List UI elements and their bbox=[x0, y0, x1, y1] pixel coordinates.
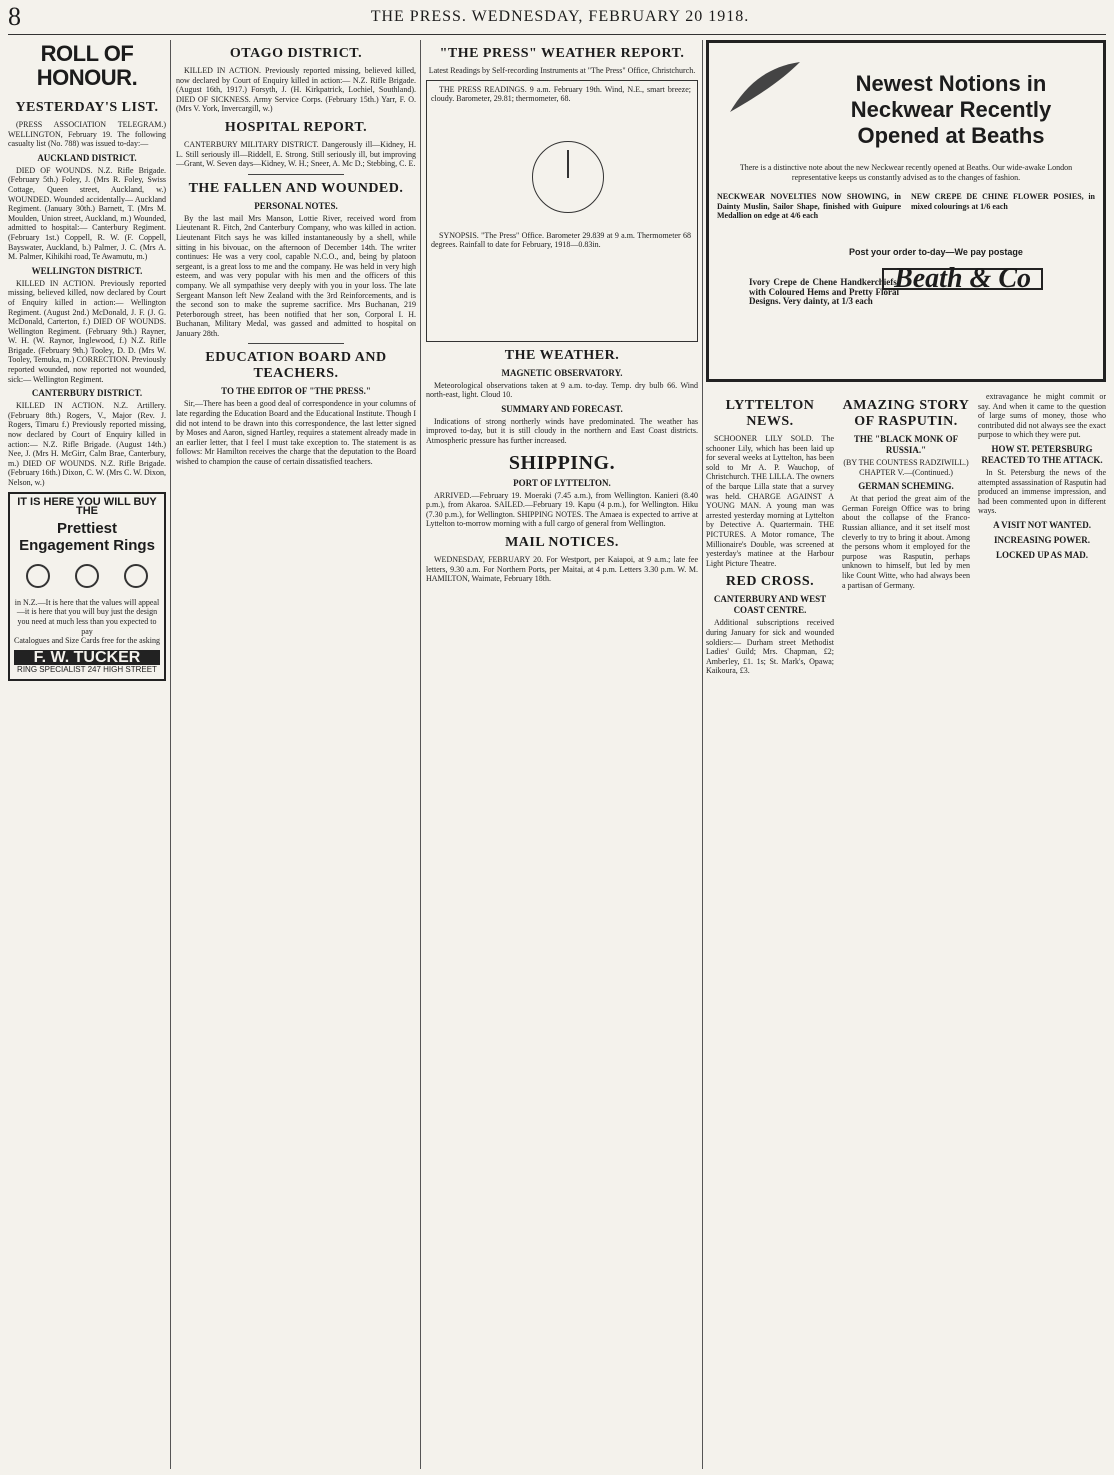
beaths-neckwear-ad bbox=[706, 40, 1106, 382]
district-text: KILLED IN ACTION. N.Z. Artillery. (February 8th.) Rogers, V., Major (Rev. J. Rogers, Timaru f.) Previously reported missing, now declared by Court of Enquiry killed in action:— N.Z. Rifle Brigade. (August 14th.) Nee, J. (Mrs H. McGirr, Calm Brae, Canterbury, m.) DIED OF WOUNDS. N.Z. Rifle Brigade. (February 16th.) Dixon, C. W. (Mrs C. W. Dixon, Nelson, w.) bbox=[8, 401, 166, 487]
shipping-text: ARRIVED.—February 19. Moeraki (7.45 a.m.), from Wellington. Kanieri (8.40 p.m.), from Akaroa. SAILED.—February 19. Kapu (4 p.m.), for Wellington. Hiku (7.30 p.m.), for Wellington. SHIPPING NOTES. The Amaea is expected to arrive at Lyttelton to-morrow morning with a full cargo of general from Wellington. bbox=[426, 490, 698, 529]
redcross-subheading: CANTERBURY AND WEST COAST CENTRE. bbox=[713, 594, 827, 616]
header-rule bbox=[8, 34, 1106, 35]
otago-text: KILLED IN ACTION. Previously reported missing, believed killed, now declared by Court of Enquiry killed in action:— N.Z. Rifle Brigade. (August 16th, 1917.) Forsyth, J. (H. Kirkpatrick, Lochiel, Southland). DIED OF SICKNESS. Army Service Corps. (February 15th.) Yarr, F. O. (Mrs V. York, Invercargill, w.) bbox=[176, 66, 416, 114]
weather-readings: THE PRESS READINGS. 9 a.m. February 19th. Wind, N.E., smart breeze; cloudy. Barometer, 29.81; thermometer, 68. bbox=[431, 84, 691, 104]
list-title: YESTERDAY'S LIST. bbox=[15, 100, 159, 115]
shipping-heading: SHIPPING. bbox=[508, 451, 616, 474]
roll-of-honour-title: ROLL OF HONOUR. bbox=[36, 41, 138, 90]
ad-body: in N.Z.—It is here that the values will appeal—it is here that you will buy just the design you need at much less than you expected to pay bbox=[14, 597, 160, 636]
ad-firm: F. W. TUCKER bbox=[14, 650, 160, 666]
lyttelton-text: SCHOONER LILY SOLD. The schooner Lily, which has been laid up for several weeks at Lyttelton, has been sold to Mr A. P. Wauchop, of Christchurch. THE LILLA. The owners of the barque Lilla state that a survey was held. CHARGE AGAINST A YOUNG MAN. A young man was arrested yesterday morning at Lyttelton by Detective A. Quartermain. THE PICTURES. A Motor romance, The Millionaire's Double, was screened at yesterday's matinee at the Harbour Light Picture Theatre. bbox=[706, 434, 834, 568]
rasputin-heading: AMAZING STORY OF RASPUTIN. bbox=[842, 398, 970, 429]
forecast-text: Indications of strong northerly winds have predominated. The weather has improved to-day, but it is still cloudy in the northern and East Coast districts. Atmospheric pressure has further increased. bbox=[426, 416, 698, 445]
education-heading: EDUCATION BOARD AND TEACHERS. bbox=[205, 350, 387, 382]
list-intro: (PRESS ASSOCIATION TELEGRAM.) WELLINGTON, February 19. The following casualty list (No. 788) was issued to-day:— bbox=[8, 120, 166, 149]
mail-text: WEDNESDAY, FEBRUARY 20. For Westport, per Kaiapoi, at 9 a.m.; late fee letters, 9.30 a.m. For Northern Ports, per Maitai, at 4 p.m. Letters 3.30 p.m. W. M. HAMILTON, Waimate, February 18th. bbox=[426, 554, 698, 584]
ad-item: NEW CREPE DE CHINE FLOWER POSIES, in mixed colourings at 1/6 each bbox=[911, 192, 1095, 211]
fallen-heading: THE FALLEN AND WOUNDED. bbox=[188, 180, 404, 196]
ring-icon bbox=[26, 564, 50, 588]
ad-items bbox=[717, 192, 1095, 221]
hospital-heading: HOSPITAL REPORT. bbox=[224, 119, 368, 135]
district-heading: WELLINGTON DISTRICT. bbox=[31, 265, 143, 276]
column-roll-of-honour bbox=[8, 40, 166, 1465]
met-heading: THE WEATHER. bbox=[504, 347, 620, 363]
district-heading: CANTERBURY DISTRICT. bbox=[31, 388, 143, 399]
rasputin-section: GERMAN SCHEMING. bbox=[858, 481, 954, 492]
district-text: DIED OF WOUNDS. N.Z. Rifle Brigade. (February 5th.) Foley, J. (Mrs R. Foley, Swiss Cottage, Queen street, Auckland, w.) WOUNDED. Wounded accidentally— Auckland Regiment. (January 30th.) Barnett, T. (Mrs M. Moulden, Union street, Auckland, m.) Wounded, admitted to hospital:— Canterbury Regiment. (February 1st.) Coppell, R. W. (F. Coppell, Bayswater, Auckland, b.) Palmer, J. C. (Mrs A. M. Palmer, Kihikihi road, Te Awamutu, m.) bbox=[8, 165, 166, 262]
forecast-heading: SUMMARY AND FORECAST. bbox=[501, 403, 623, 414]
column-beaths-lyttelton-rasputin bbox=[706, 40, 1106, 1465]
ad-crepe: Ivory Crepe de Chene Handkerchiefs, with Coloured Hems and Pretty Floral Designs. Very dainty, at 1/3 each bbox=[749, 277, 899, 307]
ad-line-2: Prettiest Engagement Rings bbox=[19, 519, 155, 554]
weather-synopsis: SYNOPSIS. "The Press" Office. Barometer 29.839 at 9 a.m. Thermometer 68 degrees. Rainfall to date for February, 1918—0.83in. bbox=[431, 230, 691, 250]
otago-heading: OTAGO DISTRICT. bbox=[229, 46, 363, 61]
column-divider bbox=[702, 40, 703, 1469]
rasputin-text: At that period the great aim of the German Foreign Office was to bring about the collapse of the Franco-Russian alliance, and it set itself most cleverly to try to bring it about. Among the persons whom it employed for the purpose was Rasputin, perhaps unknown to himself, but led by men like Count Witte, who had always been a partisan of Germany. bbox=[842, 494, 970, 590]
page-number: 8 bbox=[8, 2, 21, 31]
hospital-text: CANTERBURY MILITARY DISTRICT. Dangerously ill—Kidney, H. L. Still seriously ill—Riddell, E. Strong. Still seriously ill, but improving—Grant, W. Seven days—Kidney, W. H.; Sneer, A. Mc D.; Stebbing, C. E. bbox=[176, 139, 416, 169]
rasputin-column bbox=[842, 392, 970, 679]
beath-logo: Beath & Co bbox=[882, 268, 1043, 290]
met-subheading: MAGNETIC OBSERVATORY. bbox=[501, 367, 623, 378]
rasputin-byline: (BY THE COUNTESS RADZIWILL.) bbox=[843, 458, 969, 467]
ring-icon bbox=[75, 564, 99, 588]
met-text: Meteorological observations taken at 9 a.m. to-day. Temp. dry bulb 66. Wind north-east, light. Cloud 10. bbox=[426, 380, 698, 400]
ad-order: Post your order to-day—We pay postage bbox=[849, 247, 1023, 257]
weather-chart bbox=[426, 80, 698, 342]
shipping-subheading: PORT OF LYTTELTON. bbox=[513, 477, 611, 488]
fallen-text: By the last mail Mrs Manson, Lottie River, received word from Lieutenant R. Fitch, 2nd Canterbury Company, who was killed in action. Lieutenant Fitch says he was killed instantaneously by a shell, while sitting in his bivouac, on the afternoon of December 14th. The writer continues: He was a very cool, capable N.C.O., and, being by platoon sergeant, is a great loss to me and the company. He was held in very high esteem, and was very popular with his men and the officers of this company. We all sympathise very deeply with you in your loss. The late Sergeant Manson left New Zealand with the 3rd Reinforcements, and is the second son to make the supreme sacrifice. Mrs Buchanan, 219 Peterborough street, has been notified that her son, Corporal I. H. Buchanan, Military Medal, was gassed and admitted to hospital on January 28th. bbox=[176, 213, 416, 338]
column-divider bbox=[420, 40, 421, 1469]
rasputin-cont-heading-3: INCREASING POWER. bbox=[993, 534, 1090, 545]
separator bbox=[248, 343, 344, 344]
feather-icon bbox=[725, 57, 805, 117]
redcross-text: Additional subscriptions received during January for sick and wounded soldiers:— Durham street Methodist Ladies' Guild; Mrs. Chapman, £2; Amberley, £1. 1s; St. Mark's, Opawa; Kaikoura, £3. bbox=[706, 618, 834, 676]
column-divider bbox=[170, 40, 171, 1469]
ad-line-1: IT IS HERE YOU WILL BUY THE bbox=[17, 495, 157, 518]
district-text: KILLED IN ACTION. Previously reported missing, believed killed, now declared by Court of Enquiry killed in action:— Wellington Regiment. (August 2nd.) McDonald, J. F. (J. G. McDonald, Carterton, f.) DIED OF WOUNDS. Wellington Regiment. (February 9th.) Rayner, W. H. (W. Raynor, Inglewood, f.) N.Z. Rifle Brigade. (February 9th.) Tooley, D. D. (Mrs W. Tooley, Temuka, m.) CORRECTION. Previously reported wounded, now reported not wounded, sick:— Wellington Regiment. bbox=[8, 278, 166, 384]
rasputin-chapter: CHAPTER V.—(Continued.) bbox=[859, 467, 953, 477]
page-header bbox=[0, 0, 1114, 34]
rasputin-cont-heading-2: A VISIT NOT WANTED. bbox=[993, 519, 1091, 530]
separator bbox=[248, 174, 344, 175]
tucker-rings-ad bbox=[8, 492, 166, 681]
ad-intro: There is a distinctive note about the new Neckwear recently opened at Beaths. Our wide-awake London representative keeps us constantly advised as to the changes of fashion. bbox=[739, 163, 1073, 182]
rings-illustration bbox=[14, 558, 160, 594]
rasputin-cont-heading-4: LOCKED UP AS MAD. bbox=[995, 549, 1088, 560]
fallen-subheading: PERSONAL NOTES. bbox=[254, 200, 338, 211]
ad-specialist: RING SPECIALIST 247 HIGH STREET bbox=[17, 665, 157, 675]
ad-catalogue: Catalogues and Size Cards free for the asking bbox=[14, 636, 160, 646]
weather-heading: "THE PRESS" WEATHER REPORT. bbox=[439, 46, 685, 61]
rasputin-cont-text-2: In St. Petersburg the news of the attempted assassination of Rasputin had produced an immense impression, and had been commented upon in different ways. bbox=[978, 467, 1106, 516]
ad-item: NECKWEAR NOVELTIES NOW SHOWING, in Dainty Muslin, Sailor Shape, finished with Guipure Medallion on edge at 4/6 each bbox=[717, 192, 901, 221]
redcross-heading: RED CROSS. bbox=[725, 574, 815, 590]
column-weather-shipping bbox=[426, 40, 698, 1465]
education-subheading: TO THE EDITOR OF "THE PRESS." bbox=[221, 386, 371, 397]
column-otago-hospital-fallen bbox=[176, 40, 416, 1465]
mail-heading: MAIL NOTICES. bbox=[505, 534, 619, 550]
district-heading: AUCKLAND DISTRICT. bbox=[37, 152, 137, 163]
lyttelton-redcross-column bbox=[706, 392, 834, 679]
rasputin-subheading: THE "BLACK MONK OF RUSSIA." bbox=[853, 434, 959, 455]
ad-title: Newest Notions in Neckwear Recently Opened at Beaths bbox=[850, 71, 1052, 148]
education-text: Sir,—There has been a good deal of correspondence in your columns of late regarding the Education Board and the Educational Institute. Though I did not intend to be drawn into this correspondence, the last letter signed by Moses and Aaron, signed Hartley, requires a statement already made in an earlier letter, that I feel I must take exception to. The statement is as follows: Mr Hamilton receives the charge that the deputation to the Board wished to champion the cause of certain dissatisfied teachers. bbox=[176, 399, 416, 467]
weather-caption: Latest Readings by Self-recording Instruments at "The Press" Office, Christchurch. bbox=[428, 66, 696, 75]
rasputin-cont-heading: HOW ST. PETERSBURG REACTED TO THE ATTACK. bbox=[981, 443, 1103, 465]
barometer-dial-icon bbox=[532, 141, 604, 213]
column-4-lower bbox=[706, 392, 1106, 679]
ring-icon bbox=[124, 564, 148, 588]
rasputin-continued-column bbox=[978, 392, 1106, 679]
rasputin-cont-text: extravagance he might commit or say. And when it came to the question of large sums of money, those who contributed did not always see the exact purpose to which they were put. bbox=[978, 392, 1106, 440]
masthead: THE PRESS. WEDNESDAY, FEBRUARY 20 1918. bbox=[370, 8, 750, 25]
lyttelton-heading: LYTTELTON NEWS. bbox=[725, 398, 815, 429]
